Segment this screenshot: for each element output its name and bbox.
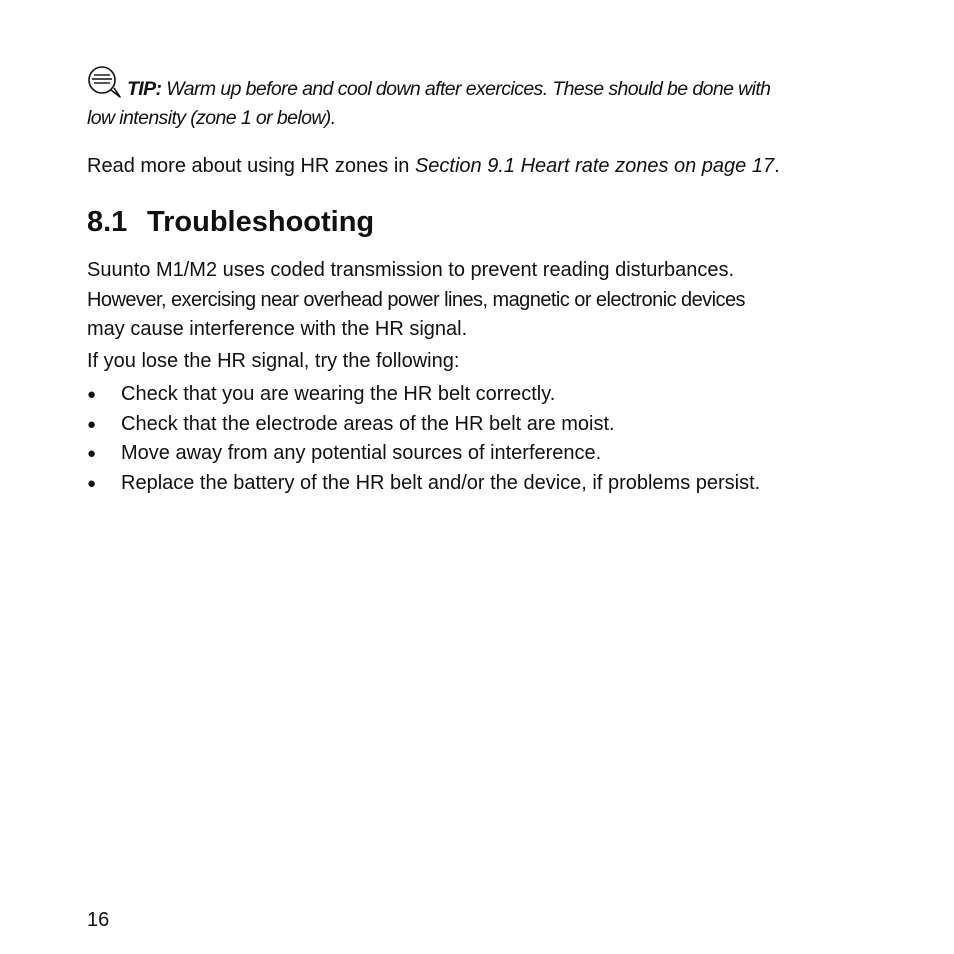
tip-line-2: low intensity (zone 1 or below).: [87, 107, 336, 129]
bullet-icon: ●: [87, 474, 97, 492]
read-more-suffix: .: [774, 155, 780, 177]
tip-label: TIP:: [127, 78, 162, 100]
tip-line-1: [127, 75, 770, 104]
section-heading: [87, 206, 374, 239]
list-item: [87, 410, 877, 440]
intro-paragraph: If you lose the HR signal, try the following:: [87, 350, 460, 372]
bullet-icon: ●: [87, 386, 97, 403]
list-item: [87, 469, 877, 499]
page-number: 16: [87, 909, 110, 931]
section-number: 8.1: [87, 206, 128, 238]
section-title: Troubleshooting: [147, 206, 375, 238]
list-item-text: Check that you are wearing the HR belt correctly.: [121, 383, 556, 405]
tip-text-1: Warm up before and cool down after exercices. These should be done with: [166, 78, 771, 100]
read-more-paragraph: [87, 152, 780, 182]
list-item-text: Check that the electrode areas of the HR belt are moist.: [121, 412, 615, 435]
list-item-text: Move away from any potential sources of interference.: [121, 442, 602, 464]
note-icon: [87, 66, 123, 98]
body-line-3: may cause interference with the HR signal.: [87, 318, 468, 340]
section-reference-link[interactable]: Section 9.1 Heart rate zones on page 17: [414, 155, 775, 177]
body-line-1: Suunto M1/M2 uses coded transmission to prevent reading disturbances.: [87, 259, 735, 281]
list-item-text: Replace the battery of the HR belt and/or the device, if problems persist.: [121, 471, 761, 494]
list-item: [87, 380, 877, 410]
body-paragraph: [87, 256, 745, 345]
bullet-icon: ●: [87, 415, 97, 433]
list-item: [87, 439, 877, 469]
body-line-2: However, exercising near overhead power lines, magnetic or electronic devices: [87, 288, 746, 311]
bullet-list: [87, 380, 877, 498]
read-more-prefix: Read more about using HR zones in: [87, 155, 415, 177]
bullet-icon: ●: [87, 445, 97, 462]
